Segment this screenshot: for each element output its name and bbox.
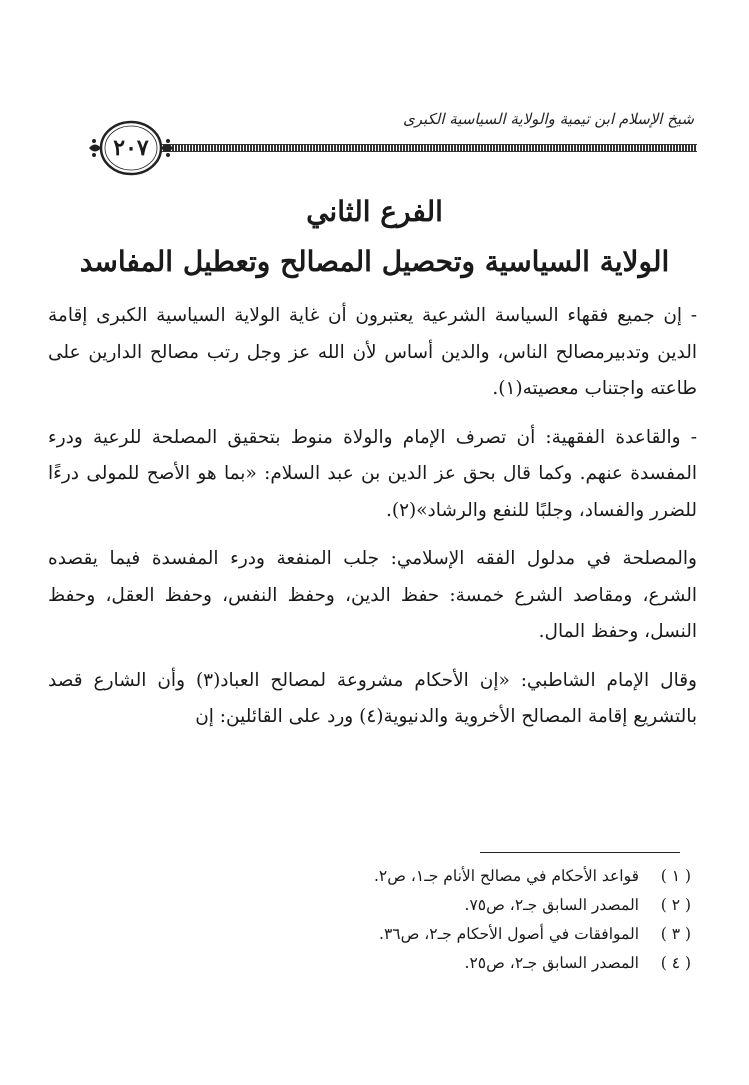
footnote-text: الموافقات في أصول الأحكام جـ٢، ص٣٦. <box>379 925 639 943</box>
footnotes <box>51 862 691 978</box>
footnote <box>51 920 691 949</box>
footnote-text: المصدر السابق جـ٢، ص٧٥. <box>464 896 639 914</box>
footnote-number: ( ٢ ) <box>660 896 691 914</box>
paragraph: وقال الإمام الشاطبي: «إن الأحكام مشروعة لمصالح العباد(٣) وأن الشارع قصد بالتشريع إقامة المصالح الأخروية والدنيوية(٤) ورد على القائلين: إن <box>48 669 697 727</box>
paragraph: - إن جميع فقهاء السياسة الشرعية يعتبرون أن غاية الولاية السياسية الكبرى إقامة الدين وتدبيرمصالح الناس، والدين أساس لأن الله عز وجل رتب مصالح الدارين على طاعته واجتناب معصيته(١). <box>48 305 697 399</box>
footnote <box>51 862 691 891</box>
footnote-number: ( ١ ) <box>660 867 691 885</box>
footnote-number: ( ٤ ) <box>660 954 691 972</box>
section-title: الولاية السياسية وتحصيل المصالح وتعطيل المفاسد <box>79 245 670 278</box>
page-number: ٢٠٧ <box>113 135 149 161</box>
body-text <box>48 298 697 736</box>
footnote-text: قواعد الأحكام في مصالح الأنام جـ١، ص٢. <box>373 867 639 885</box>
footnote <box>51 891 691 920</box>
footnote <box>51 949 691 978</box>
footnote-number: ( ٣ ) <box>660 925 691 943</box>
running-head: شيخ الإسلام ابن تيمية والولاية السياسية الكبرى <box>402 110 694 128</box>
paragraph: والمصلحة في مدلول الفقه الإسلامي: جلب المنفعة ودرء المفسدة فيما يقصده الشرع، ومقاصد الشرع خمسة: حفظ الدين، وحفظ النفس، وحفظ العقل، وحفظ النسل، وحفظ المال. <box>48 548 697 642</box>
footnote-rule <box>480 852 680 853</box>
branch-title: الفرع الثاني <box>306 195 443 228</box>
footnote-text: المصدر السابق جـ٢، ص٢٥. <box>464 954 639 972</box>
paragraph: - والقاعدة الفقهية: أن تصرف الإمام والولاة منوط بتحقيق المصلحة للرعية ودرء المفسدة عنهم. وكما قال بحق عز الدين بن عبد السلام: «بما هو الأصح للمولى درءًا للضرر والفساد، وجلبًا للنفع والرشاد»(٢). <box>48 426 697 521</box>
header-rule <box>160 144 697 152</box>
page-number-ornament <box>88 117 174 179</box>
